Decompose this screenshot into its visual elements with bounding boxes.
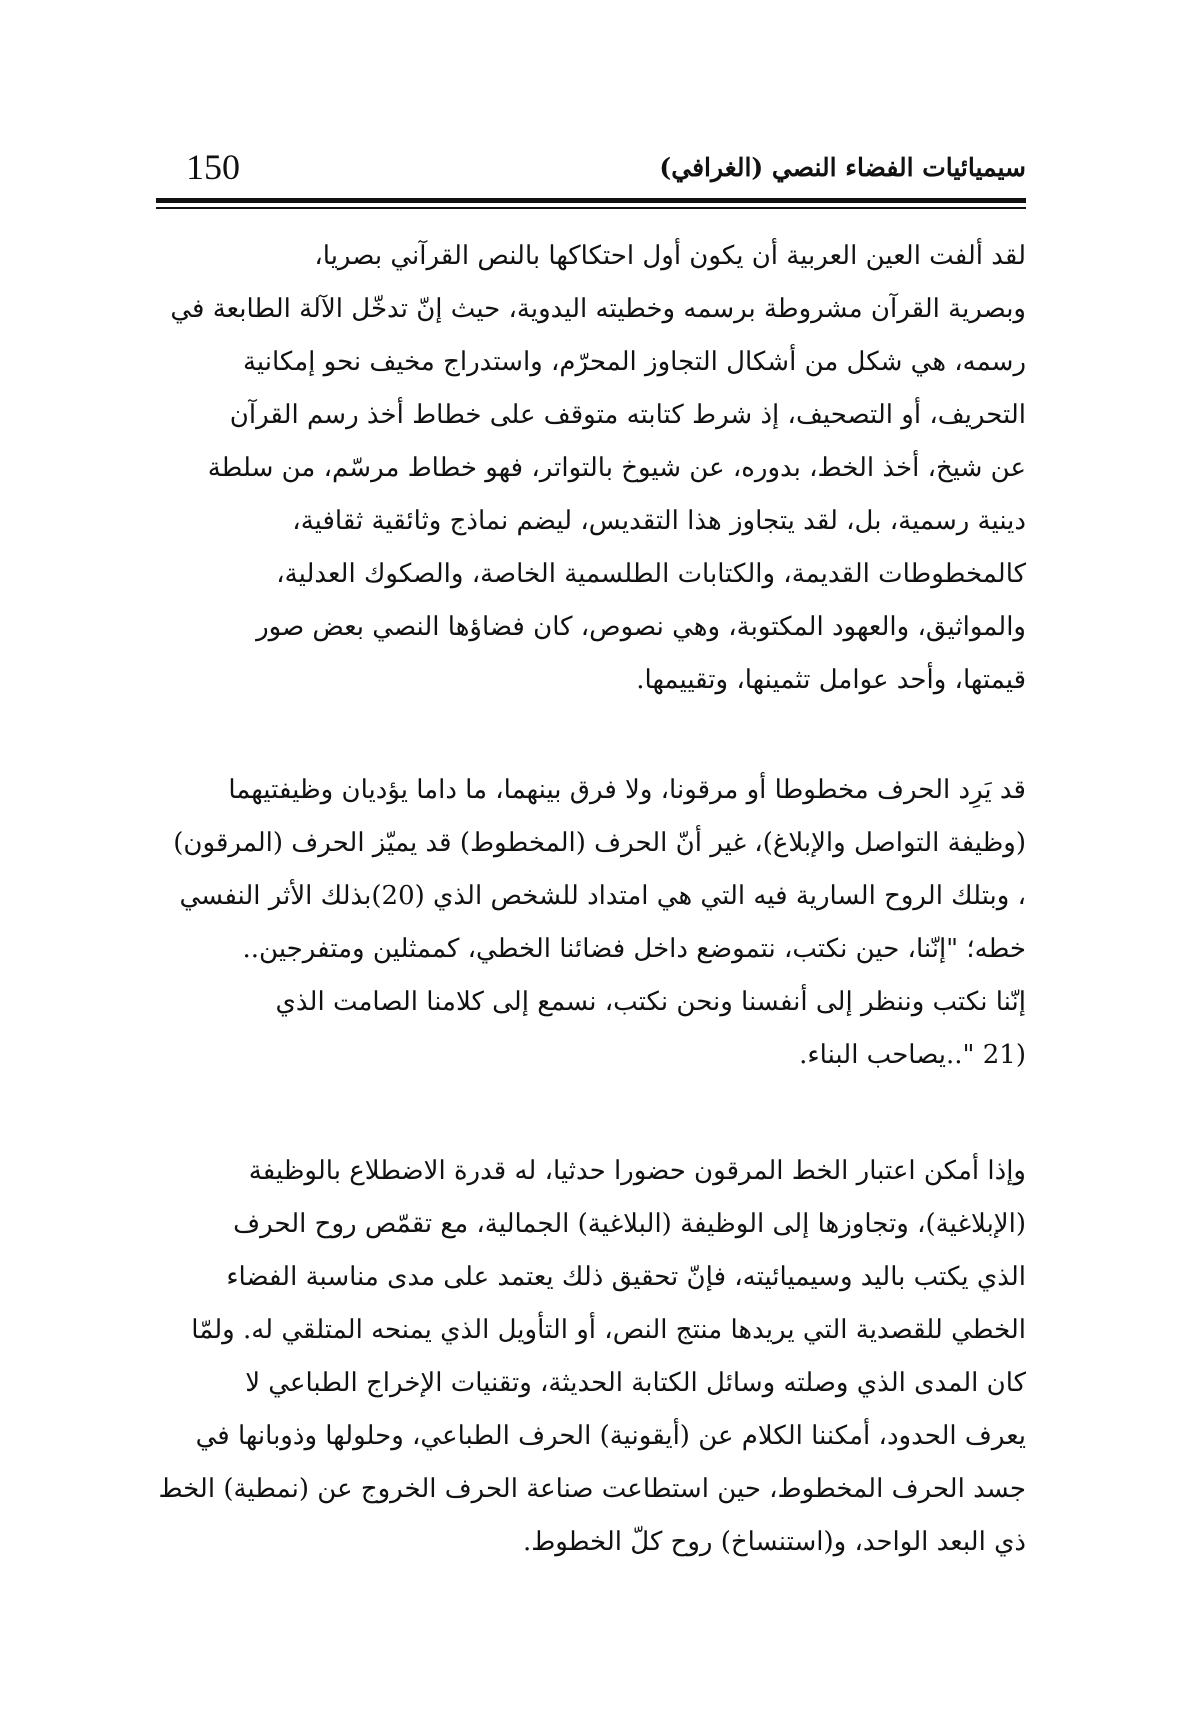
text-line: ذي البعد الواحد، و(استنساخ) روح كلّ الخطوط. — [522, 1527, 1026, 1557]
header-rule-thick — [156, 198, 1026, 203]
page-header — [156, 145, 1026, 197]
text-line: يعرف الحدود، أمكننا الكلام عن (أيقونية) الحرف الطباعي، وحلولها وذوبانها في — [195, 1421, 1026, 1451]
text-line: قيمتها، وأحد عوامل تثمينها، وتقييمها. — [636, 665, 1026, 695]
text-line: (الإبلاغية)، وتجاوزها إلى الوظيفة (البلاغية) الجمالية، مع تقمّص روح الحرف — [233, 1209, 1026, 1239]
page-number: 150 — [186, 147, 240, 187]
text-line: دينية رسمية، بل، لقد يتجاوز هذا التقديس، ليضم نماذج وثائقية ثقافية، — [292, 506, 1026, 536]
text-line: كان المدى الذي وصلته وسائل الكتابة الحديثة، وتقنيات الإخراج الطباعي لا — [245, 1368, 1026, 1398]
text-line: التحريف، أو التصحيف، إذ شرط كتابته متوقف على خطاط أخذ رسم القرآن — [229, 400, 1026, 430]
text-line: (وظيفة التواصل والإبلاغ)، غير أنّ الحرف (المخطوط) قد يميّز الحرف (المرقون) — [173, 828, 1026, 858]
text-line: وبصرية القرآن مشروطة برسمه وخطيته اليدوية، حيث إنّ تدخّل الآلة الطابعة في — [170, 294, 1026, 324]
text-line: لقد ألفت العين العربية أن يكون أول احتكاكها بالنص القرآني بصريا، — [314, 241, 1026, 271]
text-line: ، وبتلك الروح السارية فيه التي هي امتداد للشخص الذي (20)بذلك الأثر النفسي — [179, 881, 1026, 911]
paragraph-2 — [156, 764, 1026, 1082]
text-line: والمواثيق، والعهود المكتوبة، وهي نصوص، كان فضاؤها النصي بعض صور — [256, 612, 1026, 642]
text-line: (21 "..يصاحب البناء. — [799, 1040, 1026, 1070]
header-rule-thin — [156, 207, 1026, 209]
text-line: عن شيخ، أخذ الخط، بدوره، عن شيوخ بالتواتر، فهو خطاط مرسّم، من سلطة — [207, 453, 1026, 483]
running-title: سيميائيات الفضاء النصي (الغرافي) — [659, 153, 1026, 182]
text-line: كالمخطوطات القديمة، والكتابات الطلسمية الخاصة، والصكوك العدلية، — [276, 559, 1026, 589]
text-line: الخطي للقصدية التي يريدها منتج النص، أو التأويل الذي يمنحه المتلقي له. ولمّا — [191, 1315, 1026, 1345]
text-line: جسد الحرف المخطوط، حين استطاعت صناعة الحرف الخروج عن (نمطية) الخط — [158, 1474, 1026, 1504]
text-line: إنّنا نكتب وننظر إلى أنفسنا ونحن نكتب، نسمع إلى كلامنا الصامت الذي — [275, 987, 1026, 1017]
text-line: قد يَرِد الحرف مخطوطا أو مرقونا، ولا فرق بينهما، ما داما يؤديان وظيفتيهما — [228, 775, 1026, 805]
paragraph-1 — [156, 230, 1026, 707]
text-line: رسمه، هي شكل من أشكال التجاوز المحرّم، واستدراج مخيف نحو إمكانية — [242, 347, 1026, 377]
text-line: وإذا أمكن اعتبار الخط المرقون حضورا حدثيا، له قدرة الاضطلاع بالوظيفة — [248, 1156, 1026, 1186]
text-line: الذي يكتب باليد وسيميائيته، فإنّ تحقيق ذلك يعتمد على مدى مناسبة الفضاء — [226, 1262, 1026, 1292]
text-line: خطه؛ "إنّنا، حين نكتب، نتموضع داخل فضائنا الخطي، كممثلين ومتفرجين.. — [242, 934, 1026, 964]
paragraph-3 — [156, 1145, 1026, 1569]
